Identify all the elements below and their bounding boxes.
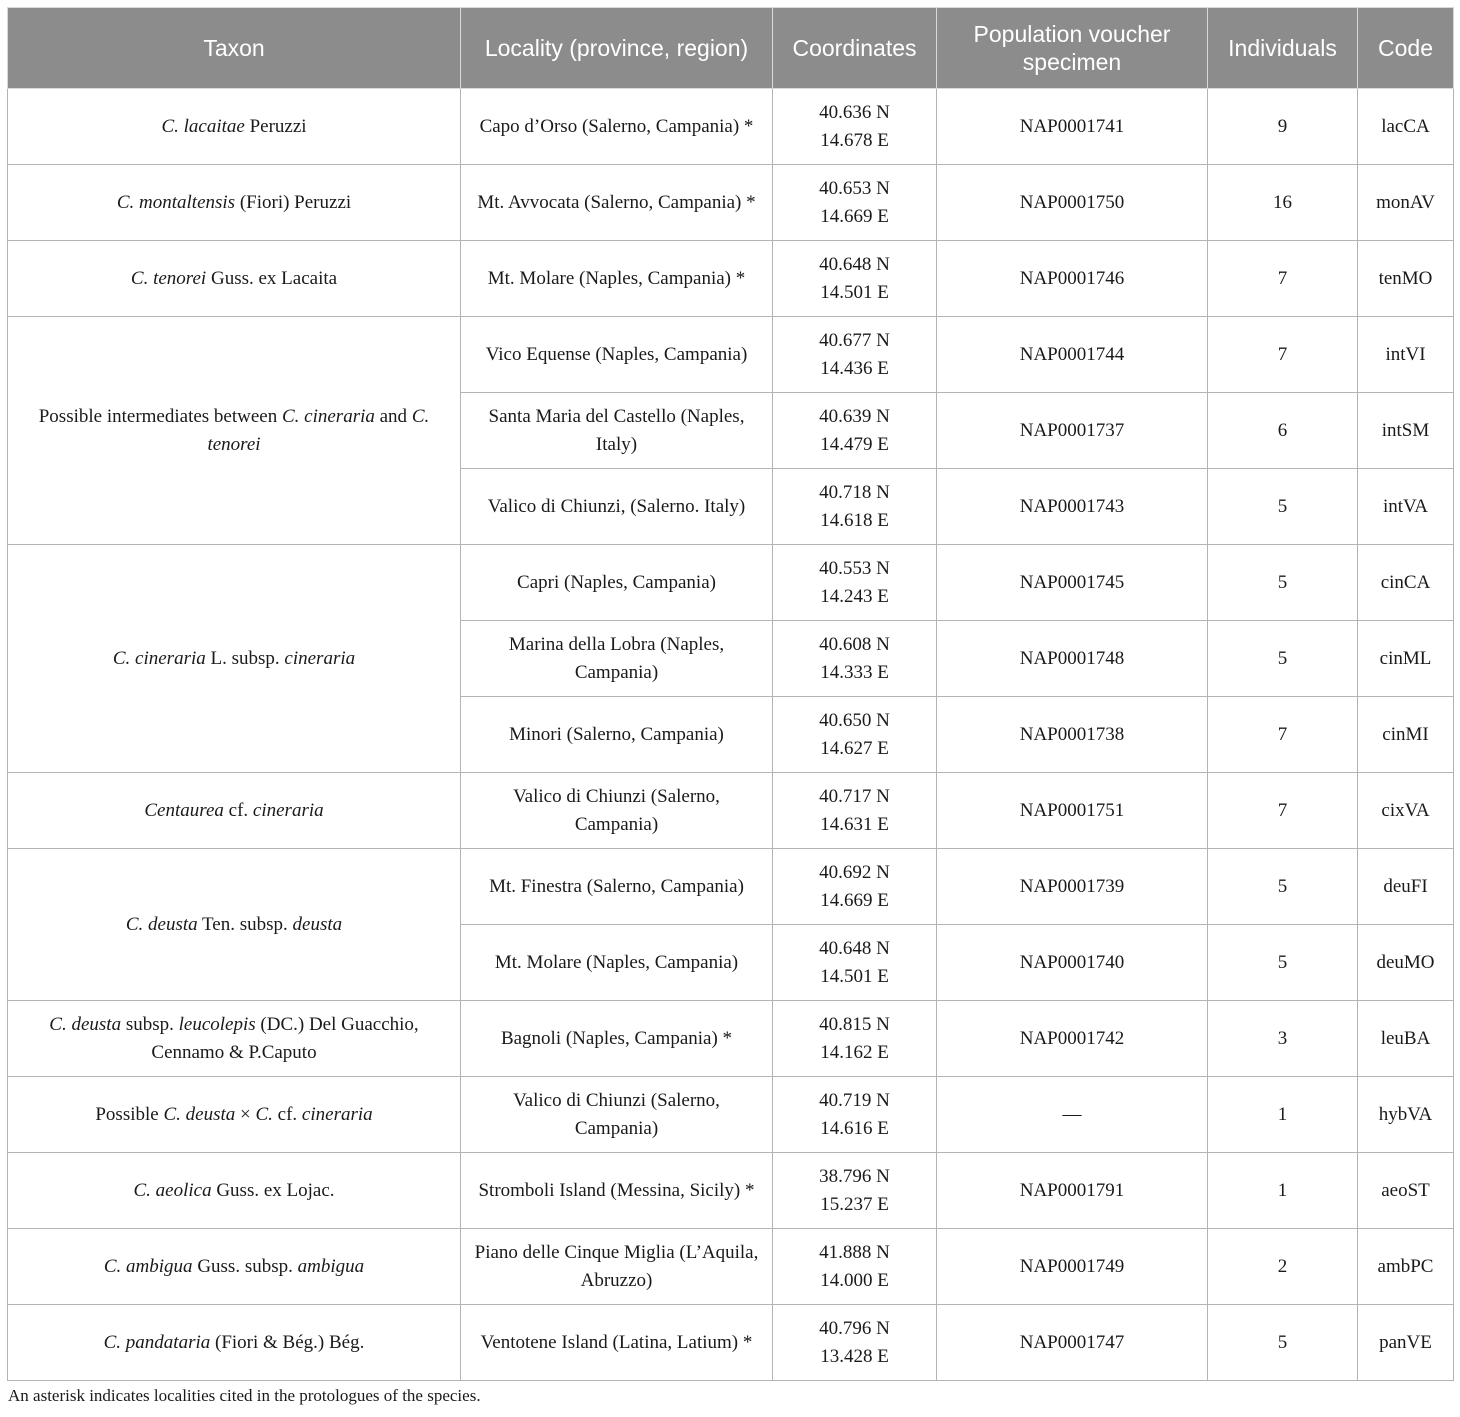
taxon-text: C. cineraria [112,647,206,669]
taxon-cell [8,317,461,545]
locality-cell: Ventotene Island (Latina, Latium) * [461,1305,773,1381]
table-row [8,165,1454,241]
latitude-text: 40.648 N [819,938,890,959]
latitude-text: 40.653 N [819,178,890,199]
voucher-cell: NAP0001741 [937,89,1208,165]
taxon-text: cineraria [252,799,324,821]
latitude-text: 40.650 N [819,710,890,731]
header-locality: Locality (province, region) [461,8,773,89]
individuals-cell: 2 [1208,1229,1358,1305]
individuals-cell: 7 [1208,773,1358,849]
voucher-cell: NAP0001751 [937,773,1208,849]
code-cell: intSM [1358,393,1454,469]
locality-cell: Capo d’Orso (Salerno, Campania) * [461,89,773,165]
voucher-cell: NAP0001743 [937,469,1208,545]
individuals-cell: 5 [1208,469,1358,545]
individuals-cell: 5 [1208,545,1358,621]
taxon-text: and [374,406,412,427]
taxon-text: C. aeolica [133,1179,212,1201]
coordinates-cell [773,165,937,241]
taxon-cell [8,241,461,317]
taxon-text: cf. [223,799,253,821]
table-row [8,1077,1454,1153]
taxon-text: C. pandataria [103,1331,211,1353]
longitude-text: 13.428 E [820,1345,889,1367]
taxon-cell [8,1153,461,1229]
longitude-text: 14.501 E [820,965,889,987]
longitude-text: 14.436 E [820,357,889,379]
taxon-cell [8,849,461,1001]
locality-cell: Valico di Chiunzi, (Salerno. Italy) [461,469,773,545]
taxon-text: cineraria [284,647,356,669]
coordinates-cell [773,393,937,469]
voucher-cell: NAP0001745 [937,545,1208,621]
longitude-text: 14.000 E [820,1269,889,1291]
latitude-text: 40.796 N [819,1318,890,1339]
taxon-text: Centaurea [144,799,224,821]
code-cell: cinMI [1358,697,1454,773]
table-row [8,1153,1454,1229]
taxon-text: C. deusta [49,1014,122,1035]
voucher-cell: NAP0001749 [937,1229,1208,1305]
table-row [8,545,1454,621]
locality-cell: Marina della Lobra (Naples, Campania) [461,621,773,697]
coordinates-cell [773,621,937,697]
taxon-cell [8,1001,461,1077]
longitude-text: 14.333 E [820,661,889,683]
latitude-text: 40.815 N [819,1014,890,1035]
taxon-cell [8,165,461,241]
individuals-cell: 5 [1208,621,1358,697]
code-cell: intVI [1358,317,1454,393]
taxon-text: C. [255,1103,273,1125]
locality-cell: Stromboli Island (Messina, Sicily) * [461,1153,773,1229]
locality-cell: Capri (Naples, Campania) [461,545,773,621]
code-cell: tenMO [1358,241,1454,317]
locality-cell: Valico di Chiunzi (Salerno, Campania) [461,773,773,849]
code-cell: leuBA [1358,1001,1454,1077]
coordinates-cell [773,545,937,621]
latitude-text: 40.608 N [819,634,890,655]
taxon-cell [8,773,461,849]
latitude-text: 40.639 N [819,406,890,427]
code-cell: lacCA [1358,89,1454,165]
voucher-cell: NAP0001744 [937,317,1208,393]
coordinates-cell [773,849,937,925]
code-cell: cinCA [1358,545,1454,621]
code-cell: aeoST [1358,1153,1454,1229]
taxon-text: L. subsp. [205,647,285,669]
longitude-text: 14.162 E [820,1041,889,1063]
longitude-text: 14.501 E [820,281,889,303]
header-coordinates: Coordinates [773,8,937,89]
individuals-cell: 16 [1208,165,1358,241]
coordinates-cell [773,1077,937,1153]
longitude-text: 14.618 E [820,509,889,531]
table-row [8,317,1454,393]
taxon-text: × [235,1103,256,1125]
locality-cell: Mt. Avvocata (Salerno, Campania) * [461,165,773,241]
table-row [8,1229,1454,1305]
header-individuals: Individuals [1208,8,1358,89]
latitude-text: 40.648 N [819,254,890,275]
coordinates-cell [773,697,937,773]
voucher-cell: NAP0001742 [937,1001,1208,1077]
header-row [8,8,1454,89]
taxon-text: (Fiori & Bég.) Bég. [210,1331,365,1353]
longitude-text: 14.243 E [820,585,889,607]
voucher-cell: NAP0001748 [937,621,1208,697]
coordinates-cell [773,773,937,849]
table-footnote: An asterisk indicates localities cited in the protologues of the species. [8,1386,481,1405]
voucher-cell: NAP0001739 [937,849,1208,925]
taxon-text: cf. [272,1103,302,1125]
taxon-text: Guss. subsp. [192,1255,298,1277]
individuals-cell: 7 [1208,697,1358,773]
coordinates-cell [773,1305,937,1381]
taxon-text: C. deusta [163,1103,236,1125]
taxon-cell [8,1077,461,1153]
latitude-text: 40.719 N [819,1090,890,1111]
table-row [8,773,1454,849]
code-cell: deuFI [1358,849,1454,925]
code-cell: ambPC [1358,1229,1454,1305]
taxon-text: C. tenorei [130,267,207,289]
longitude-text: 14.669 E [820,205,889,227]
longitude-text: 14.627 E [820,737,889,759]
taxon-text: Possible intermediates between [38,406,282,427]
taxon-text: (Fiori) Peruzzi [235,191,352,213]
locality-cell: Mt. Finestra (Salerno, Campania) [461,849,773,925]
voucher-cell: NAP0001791 [937,1153,1208,1229]
latitude-text: 40.677 N [819,330,890,351]
coordinates-cell [773,1001,937,1077]
coordinates-cell [773,241,937,317]
code-cell: hybVA [1358,1077,1454,1153]
taxon-text: Possible [95,1103,164,1125]
latitude-text: 40.692 N [819,862,890,883]
header-code: Code [1358,8,1454,89]
table-row [8,1305,1454,1381]
coordinates-cell [773,925,937,1001]
code-cell: panVE [1358,1305,1454,1381]
longitude-text: 14.669 E [820,889,889,911]
voucher-cell: NAP0001746 [937,241,1208,317]
table-row [8,1001,1454,1077]
code-cell: deuMO [1358,925,1454,1001]
taxon-text: C. tenorei [207,406,430,455]
latitude-text: 38.796 N [819,1166,890,1187]
longitude-text: 15.237 E [820,1193,889,1215]
locality-cell: Valico di Chiunzi (Salerno, Campania) [461,1077,773,1153]
taxon-text: Guss. ex Lojac. [211,1179,335,1201]
locality-cell: Vico Equense (Naples, Campania) [461,317,773,393]
voucher-cell: NAP0001747 [937,1305,1208,1381]
locality-cell: Bagnoli (Naples, Campania) * [461,1001,773,1077]
latitude-text: 41.888 N [819,1242,890,1263]
individuals-cell: 6 [1208,393,1358,469]
individuals-cell: 5 [1208,925,1358,1001]
voucher-cell: NAP0001750 [937,165,1208,241]
taxon-cell [8,1229,461,1305]
taxon-text: C. montaltensis [116,191,236,213]
latitude-text: 40.717 N [819,786,890,807]
header-voucher: Population voucher specimen [937,8,1208,89]
taxon-text: subsp. [121,1014,179,1035]
taxon-text: deusta [292,913,343,935]
individuals-cell: 7 [1208,317,1358,393]
taxon-text: C. ambigua [103,1255,193,1277]
taxon-text: ambigua [297,1255,365,1277]
taxon-text: C. cineraria [281,406,375,427]
coordinates-cell [773,89,937,165]
taxon-text: leucolepis [178,1014,256,1035]
individuals-cell: 1 [1208,1077,1358,1153]
taxon-text: C. deusta [125,913,198,935]
voucher-cell: NAP0001740 [937,925,1208,1001]
longitude-text: 14.631 E [820,813,889,835]
coordinates-cell [773,1229,937,1305]
taxon-cell [8,1305,461,1381]
taxon-text: Guss. ex Lacaita [206,267,338,289]
individuals-cell: 1 [1208,1153,1358,1229]
locality-cell: Santa Maria del Castello (Naples, Italy) [461,393,773,469]
voucher-cell: NAP0001738 [937,697,1208,773]
code-cell: intVA [1358,469,1454,545]
table-row [8,849,1454,925]
voucher-cell: NAP0001737 [937,393,1208,469]
table-body [8,89,1454,1381]
specimen-table [7,7,1454,1381]
locality-cell: Mt. Molare (Naples, Campania) * [461,241,773,317]
individuals-cell: 5 [1208,1305,1358,1381]
locality-cell: Minori (Salerno, Campania) [461,697,773,773]
voucher-cell: — [937,1077,1208,1153]
taxon-text: (DC.) Del Guacchio, Cennamo & P.Caputo [151,1014,419,1063]
individuals-cell: 5 [1208,849,1358,925]
taxon-text: Ten. subsp. [197,913,293,935]
table-row [8,89,1454,165]
taxon-cell [8,545,461,773]
code-cell: monAV [1358,165,1454,241]
locality-cell: Piano delle Cinque Miglia (L’Aquila, Abruzzo) [461,1229,773,1305]
longitude-text: 14.479 E [820,433,889,455]
longitude-text: 14.678 E [820,129,889,151]
individuals-cell: 9 [1208,89,1358,165]
individuals-cell: 7 [1208,241,1358,317]
taxon-text: Peruzzi [244,115,307,137]
coordinates-cell [773,317,937,393]
individuals-cell: 3 [1208,1001,1358,1077]
header-taxon: Taxon [8,8,461,89]
taxon-text: C. lacaitae [161,115,245,137]
coordinates-cell [773,1153,937,1229]
latitude-text: 40.553 N [819,558,890,579]
latitude-text: 40.718 N [819,482,890,503]
table-row [8,241,1454,317]
taxon-cell [8,89,461,165]
code-cell: cixVA [1358,773,1454,849]
locality-cell: Mt. Molare (Naples, Campania) [461,925,773,1001]
latitude-text: 40.636 N [819,102,890,123]
longitude-text: 14.616 E [820,1117,889,1139]
taxon-text: cineraria [301,1103,373,1125]
code-cell: cinML [1358,621,1454,697]
coordinates-cell [773,469,937,545]
